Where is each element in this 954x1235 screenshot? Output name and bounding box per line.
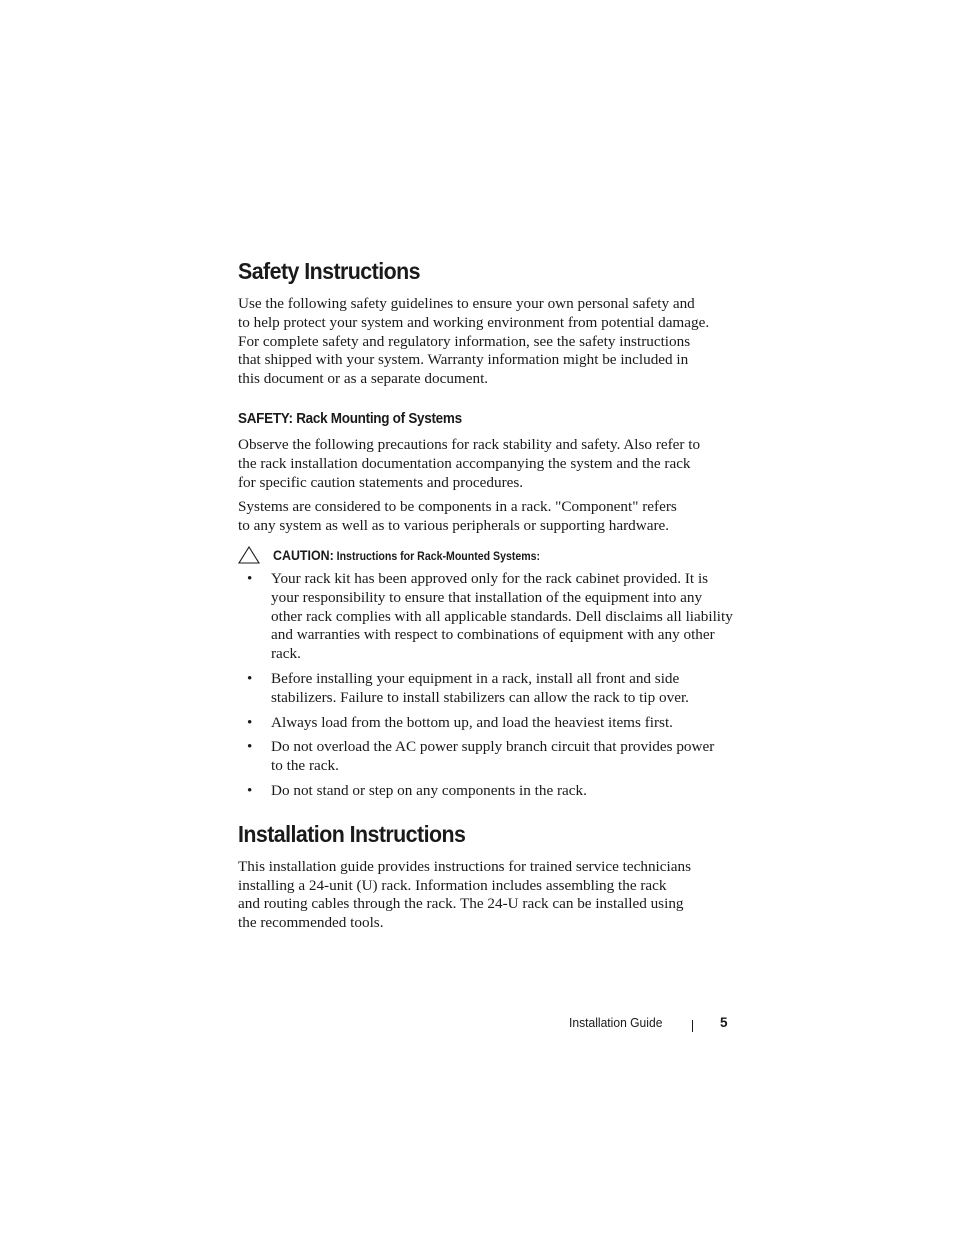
text-line: this document or as a separate document. bbox=[238, 370, 489, 388]
caution-description: Instructions for Rack-Mounted Systems: bbox=[333, 550, 541, 563]
safety-instructions-heading: Safety Instructions bbox=[238, 258, 420, 284]
text-line: other rack complies with all applicable standards. Dell disclaims all liability bbox=[271, 607, 733, 625]
bullet-icon: • bbox=[247, 713, 253, 731]
text-line: to help protect your system and working environment from potential damage. bbox=[238, 313, 710, 331]
bullet-icon: • bbox=[247, 569, 253, 587]
caution-text bbox=[273, 547, 540, 565]
list-item bbox=[238, 670, 738, 708]
bullet-icon: • bbox=[247, 738, 253, 756]
rack-precautions-paragraph bbox=[238, 436, 738, 492]
list-item bbox=[238, 714, 738, 733]
text-line: Always load from the bottom up, and load the heaviest items first. bbox=[271, 713, 673, 731]
footer-separator bbox=[692, 1020, 693, 1032]
text-line: Do not overload the AC power supply branch circuit that provides power bbox=[271, 738, 715, 756]
list-item bbox=[238, 738, 738, 776]
text-line: for specific caution statements and procedures. bbox=[238, 473, 524, 491]
text-line: to any system as well as to various peripherals or supporting hardware. bbox=[238, 517, 670, 535]
footer-doc-title: Installation Guide bbox=[569, 1015, 663, 1030]
warning-triangle-icon bbox=[238, 546, 260, 564]
bullet-icon: • bbox=[247, 781, 253, 799]
text-line: the recommended tools. bbox=[238, 914, 384, 932]
text-line: Use the following safety guidelines to ensure your own personal safety and bbox=[238, 295, 695, 312]
caution-label: CAUTION: bbox=[273, 547, 334, 563]
text-line: Observe the following precautions for rack stability and safety. Also refer to bbox=[238, 435, 701, 453]
bullet-icon: • bbox=[247, 669, 253, 687]
list-item bbox=[238, 782, 738, 801]
page-number: 5 bbox=[720, 1015, 728, 1030]
rack-mounting-heading: SAFETY: Rack Mounting of Systems bbox=[238, 410, 462, 427]
page-content bbox=[238, 255, 738, 939]
components-paragraph bbox=[238, 498, 738, 536]
text-line: For complete safety and regulatory information, see the safety instructions bbox=[238, 332, 691, 350]
caution-notice bbox=[238, 546, 738, 566]
text-line: Before installing your equipment in a rack, install all front and side bbox=[271, 669, 680, 687]
text-line: Systems are considered to be components in a rack. "Component" refers bbox=[238, 498, 677, 516]
text-line: This installation guide provides instructions for trained service technicians bbox=[238, 857, 691, 875]
installation-instructions-heading: Installation Instructions bbox=[238, 820, 466, 847]
text-line: Your rack kit has been approved only for the rack cabinet provided. It is bbox=[271, 569, 709, 587]
text-line: rack. bbox=[271, 645, 301, 663]
text-line: stabilizers. Failure to install stabilizers can allow the rack to tip over. bbox=[271, 688, 689, 706]
text-line: to the rack. bbox=[271, 757, 339, 775]
text-line: Do not stand or step on any components in the rack. bbox=[271, 781, 587, 799]
text-line: installing a 24-unit (U) rack. Information includes assembling the rack bbox=[238, 876, 667, 894]
text-line: and routing cables through the rack. The 24-U rack can be installed using bbox=[238, 895, 684, 913]
text-line: the rack installation documentation accompanying the system and the rack bbox=[238, 454, 691, 472]
text-line: that shipped with your system. Warranty information might be included in bbox=[238, 351, 689, 369]
installation-intro-paragraph bbox=[238, 858, 738, 933]
text-line: your responsibility to ensure that installation of the equipment into any bbox=[271, 588, 703, 606]
text-line: and warranties with respect to combinations of equipment with any other bbox=[271, 626, 715, 644]
rack-precautions-list bbox=[238, 570, 738, 801]
safety-intro-paragraph bbox=[238, 295, 738, 389]
list-item bbox=[238, 570, 738, 664]
